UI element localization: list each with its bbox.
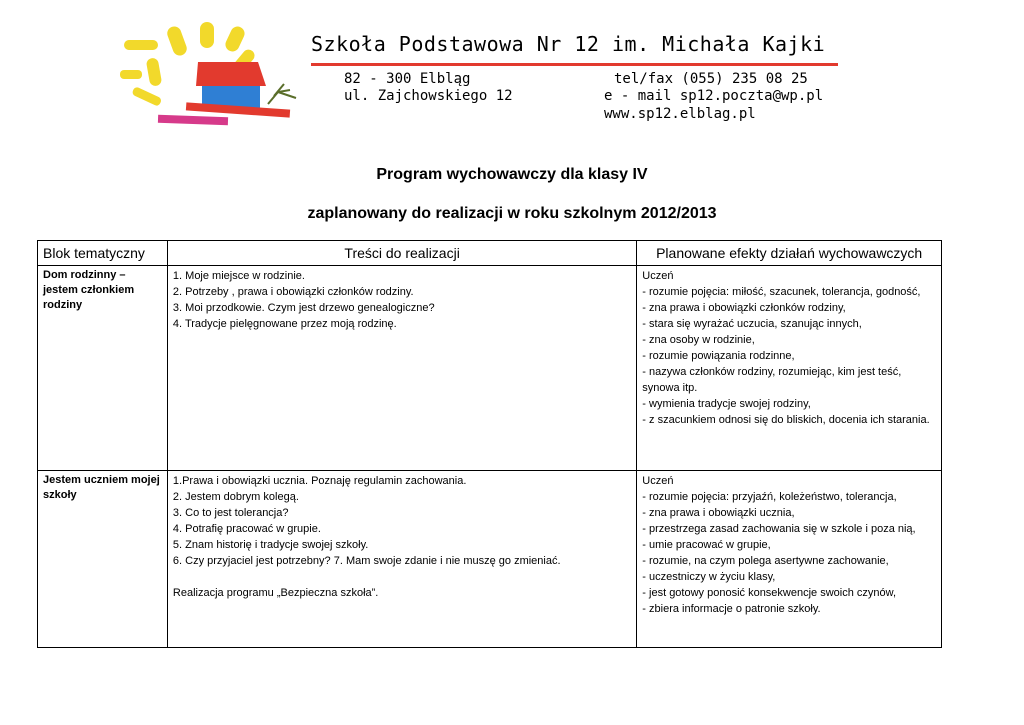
school-logo xyxy=(118,20,298,142)
row-contents xyxy=(167,266,636,471)
effect-item: - jest gotowy ponosić konsekwencje swoich czynów, xyxy=(642,587,897,599)
program-note: Realizacja programu „Bezpieczna szkoła”. xyxy=(172,587,379,599)
content-item: 4. Potrafię pracować w grupie. xyxy=(172,523,321,535)
effect-item: Uczeń xyxy=(642,270,674,282)
effect-item: - rozumie, na czym polega asertywne zachowanie, xyxy=(642,555,889,567)
effect-item: - umie pracować w grupie, xyxy=(642,539,771,551)
effect-item: - rozumie powiązania rodzinne, xyxy=(642,350,795,362)
header-divider xyxy=(311,63,838,66)
content-item: 6. Czy przyjaciel jest potrzebny? 7. Mam swoje zdanie i nie muszę go zmieniać. xyxy=(172,555,561,567)
column-header-contents: Treści do realizacji xyxy=(167,241,636,266)
website: www.sp12.elblag.pl xyxy=(604,106,756,122)
effect-item: - zna osoby w rodzinie, xyxy=(642,334,755,346)
effect-item: - stara się wyrażać uczucia, szanując innych, xyxy=(642,318,862,330)
content-item: 4. Tradycje pielęgnowane przez moją rodzinę. xyxy=(172,318,397,330)
row-effects xyxy=(637,266,942,471)
effect-item: - zna prawa i obowiązki członków rodziny, xyxy=(642,302,846,314)
effect-item: - przestrzega zasad zachowania się w szkole i poza nią, xyxy=(642,523,916,535)
content-item: 2. Jestem dobrym kolegą. xyxy=(172,491,299,503)
effect-item: - zbiera informacje o patronie szkoły. xyxy=(642,603,821,615)
effect-item: - uczestniczy w życiu klasy, xyxy=(642,571,776,583)
row-topic: Dom rodzinny – jestem członkiem rodziny xyxy=(38,266,168,471)
school-house-icon xyxy=(158,62,290,125)
content-item: 1. Moje miejsce w rodzinie. xyxy=(172,270,305,282)
content-item: 3. Moi przodkowie. Czym jest drzewo genealogiczne? xyxy=(172,302,435,314)
column-header-topic: Blok tematyczny xyxy=(38,241,168,266)
school-name: Szkoła Podstawowa Nr 12 im. Michała Kajki xyxy=(311,32,826,56)
telfax: tel/fax (055) 235 08 25 xyxy=(614,71,808,87)
document-title: Program wychowawczy dla klasy IV xyxy=(376,166,648,183)
effect-item: Uczeń xyxy=(642,475,674,487)
row-effects xyxy=(637,471,942,648)
table-row xyxy=(38,266,942,471)
effect-item: - rozumie pojęcia: przyjaźń, koleżeństwo, tolerancja, xyxy=(642,491,897,503)
effect-item: - rozumie pojęcia: miłość, szacunek, tolerancja, godność, xyxy=(642,286,921,298)
plant-icon xyxy=(268,84,296,104)
content-item: 2. Potrzeby , prawa i obowiązki członków rodziny. xyxy=(172,286,414,298)
column-header-effects: Planowane efekty działań wychowawczych xyxy=(637,241,942,266)
content-item: 3. Co to jest tolerancja? xyxy=(172,507,289,519)
effect-item: - z szacunkiem odnosi się do bliskich, docenia ich starania. xyxy=(642,414,930,426)
spacer xyxy=(173,569,631,585)
effect-item: - wymienia tradycje swojej rodziny, xyxy=(642,398,811,410)
address-city: 82 - 300 Elbląg xyxy=(344,71,471,87)
content-item: 1.Prawa i obowiązki ucznia. Poznaję regulamin zachowania. xyxy=(172,475,467,487)
address-street: ul. Zajchowskiego 12 xyxy=(344,88,513,104)
table-row xyxy=(38,471,942,648)
content-item: 5. Znam historię i tradycje swojej szkoły. xyxy=(172,539,369,551)
table-header-row xyxy=(38,241,942,266)
email: e - mail sp12.poczta@wp.pl xyxy=(604,88,824,104)
document-subtitle: zaplanowany do realizacji w roku szkolnym 2012/2013 xyxy=(307,205,717,222)
program-table xyxy=(37,240,942,648)
effect-item: - nazywa członków rodziny, rozumiejąc, kim jest teść, synowa itp. xyxy=(642,366,902,394)
row-contents xyxy=(167,471,636,648)
effect-item: - zna prawa i obowiązki ucznia, xyxy=(642,507,795,519)
row-topic: Jestem uczniem mojej szkoły xyxy=(38,471,168,648)
